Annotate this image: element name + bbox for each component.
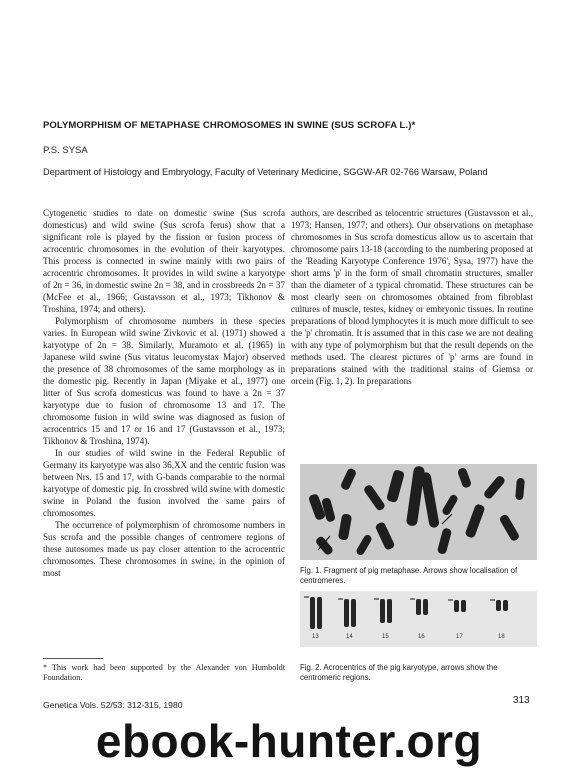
- footnote-divider: [43, 658, 103, 659]
- right-column: [291, 207, 533, 387]
- karyotype-label: 18: [498, 634, 505, 640]
- karyotype-label: 14: [346, 634, 353, 640]
- karyotype-label: 13: [312, 634, 319, 640]
- author-affiliation: Department of Histology and Embryology, Faculty of Veterinary Medicine, SGGW-AR 02-766 Warsaw, Poland: [43, 167, 488, 177]
- karyotype-label: 16: [418, 634, 425, 640]
- watermark: ebook-hunter.org: [95, 715, 483, 767]
- body-paragraph: Cytogenetic studies to date on domestic swine (Sus scrofa domesticus) and wild swine (Sus scrofa ferus) show that a significant role is played by the fission or fusion process of acrocentric chromosomes in the evolution of their karyotypes. This process is connected in swine mainly with two pairs of acrocentric chromosomes. It provides in wild swine a karyotype of 2n = 36, in domestic swine 2n = 38, and in crossbreeds 2n = 37 (McFee et al., 1966; Gustavsson et al., 1973; Tikhonov & Troshina, 1974; and others).: [43, 208, 285, 314]
- body-paragraph: authors, are described as telocentric structures (Gustavsson et al., 1973; Hansen, 1977; and others). Our observations on metaphase chromosomes in Sus scrofa domesticus allow us to ascertain that chromosome pairs 13-18 (according to the numbering proposed at the 'Reading Karyotype Conference 1976', Sysa, 1977) have the short arms 'p' in the form of small chromatin structures, smaller than the diameter of a typical chromatid. These structures can be most clearly seen on chromosomes obtained from fibroblast cultures of muscle, testes, kidney or embryonic tissues. In routine preparations of blood lymphocytes it is much more difficult to see the 'p' chromatin. It is assumed that in this case we are not dealing with any type of polymorphism but that the result depends on the methods used. The clearest pictures of 'p' arms are found in preparations stained with the traditional stains of Giemsa or orcein (Fig. 1, 2). In preparations: [291, 208, 533, 386]
- footnote: * This work had been supported by the Alexander von Humboldt Foundation.: [43, 663, 285, 683]
- body-paragraph: In our studies of wild swine in the Federal Republic of Germany its karyotype was also 36,XX and the centric fusion was between Nrs. 15 and 17, with G-bands comparable to the normal karyotype of domestic pig. In crossbred wild swine with domestic swine in Poland the fusion involved the same pairs of chromosomes.: [43, 448, 285, 518]
- body-paragraph: Polymorphism of chromosome numbers in these species varies. In European wild swine Zivkovic et al. (1971) showed a karyotype of 2n = 38. Similarly, Muramoto et al. (1965) in Japanese wild swine (Sus vitatus leucomystax Major) observed the presence of 38 chromosomes of the same morphology as in the domestic pig. Recently in Japan (Miyake et al., 1977) one litter of Sus scrofa domesticus was found to have a 2n = 37 karyotype due to fusion of chromosome 13 and 17. The chromosome fusion in wild swine was diagnosed as fusion of acrocentrics 15 and 17 or 16 and 17 (Gustavsson et al., 1973; Tikhonov & Troshina, 1974).: [43, 316, 285, 446]
- article-title: POLYMORPHISM OF METAPHASE CHROMOSOMES IN SWINE (SUS SCROFA L.)*: [43, 120, 416, 131]
- journal-citation: Genetica Vols. 52/53: 312-315, 1980: [43, 700, 183, 710]
- figure-1-metaphase-photo: [300, 464, 537, 560]
- karyotype-label: 17: [456, 634, 463, 640]
- figure-2-caption: Fig. 2. Acrocentrics of the pig karyotype, arrows show the centromeric regions.: [300, 663, 498, 682]
- figure-1-caption: Fig. 1. Fragment of pig metaphase. Arrows show localisation of centromeres.: [300, 566, 518, 585]
- author-name: P.S. SYSA: [43, 145, 88, 156]
- body-paragraph: The occurrence of polymorphism of chromosome numbers in Sus scrofa and the possible changes of centromere regions of these autosomes made us pay closer attention to the acrocentric chromosomes. These chromosomes in swine, in the opinion of most: [43, 520, 285, 578]
- figure-2-labels: [300, 634, 537, 644]
- page-number: 313: [513, 695, 530, 706]
- karyotype-label: 15: [382, 634, 389, 640]
- metaphase-image: [300, 464, 537, 560]
- left-column: [43, 207, 285, 579]
